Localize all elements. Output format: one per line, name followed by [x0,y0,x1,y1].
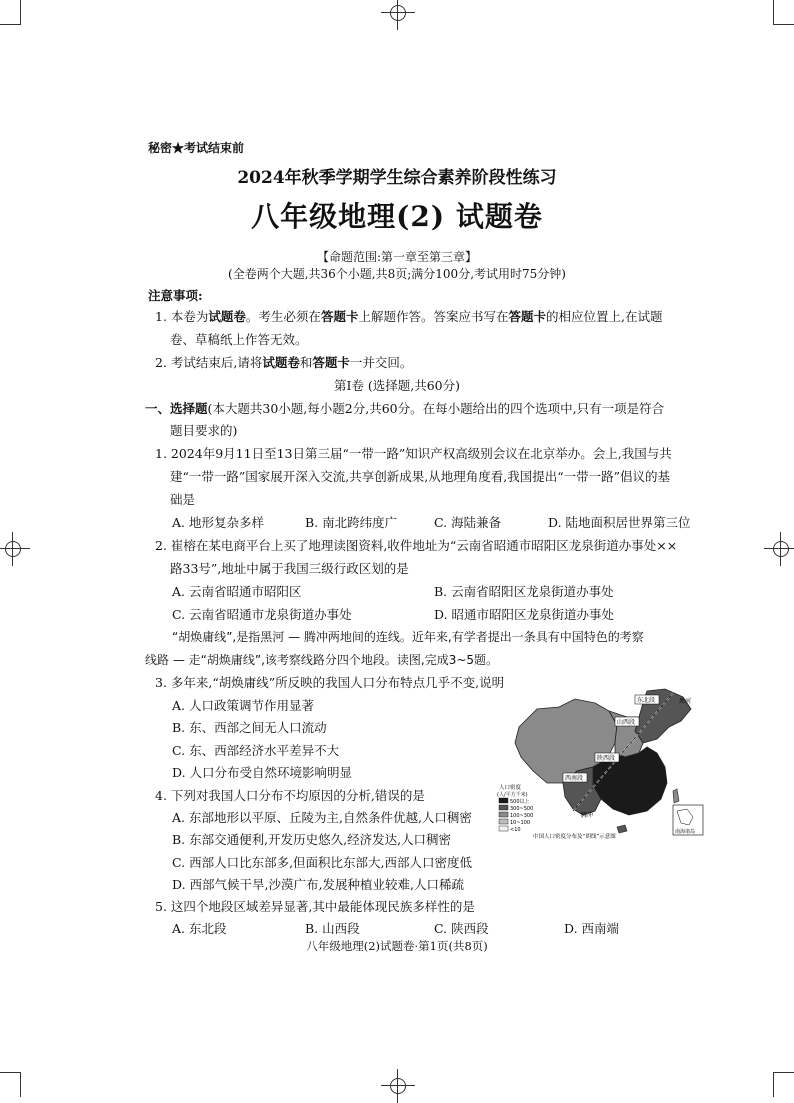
material-intro-line2: 线路 — 走“胡焕庸线”,该考察线路分四个地段。读图,完成3~5题。 [145,653,499,667]
section-heading: 第Ⅰ卷 (选择题,共60分) [333,378,461,393]
legend-item-2: 300~500 [510,806,534,812]
registration-mark-right [770,538,792,560]
legend-item-3: 100~300 [510,813,534,819]
q2-option-b: B. 云南省昭阳区龙泉街道办事处 [434,584,614,599]
q1-option-b: B. 南北跨纬度广 [305,515,398,530]
legend-item-1: 500以上 [510,799,530,805]
q3-option-a: A. 人口政策调节作用显著 [172,698,314,713]
q5-stem: 5. 这四个地段区域差异显著,其中最能体现民族多样性的是 [155,899,475,914]
map-label-shaanxi: 陕西段 [597,755,616,762]
q5-option-a: A. 东北段 [172,921,227,936]
q5-option-d: D. 西南端 [564,921,620,936]
q4-option-c: C. 西部人口比东部多,但面积比东部大,西部人口密度低 [172,855,473,870]
q3-stem: 3. 多年来,“胡焕庸线”所反映的我国人口分布特点几乎不变,说明 [155,675,505,690]
map-hainan [617,825,627,833]
q2-option-c: C. 云南省昭通市龙泉街道办事处 [172,607,352,622]
q2-line1: 2. 崔榕在某电商平台上买了地理读图资料,收件地址为“云南省昭通市昭阳区龙泉街道办事处×× [155,538,678,553]
legend-item-5: <10 [510,827,521,833]
population-density-map [497,687,709,839]
scope-text: 【命题范围:第一章至第三章】 [316,250,478,264]
notice-heading: 注意事项: [148,288,203,303]
q4-option-b: B. 东部交通便利,开发历史悠久,经济发达,人口稠密 [172,832,452,847]
q3-option-d: D. 人口分布受自然环境影响明显 [172,765,353,780]
crop-mark-bottom-left [0,1072,21,1097]
crop-mark-bottom-right [773,1072,794,1097]
q4-stem: 4. 下列对我国人口分布不均原因的分析,错误的是 [155,788,425,803]
q1-option-d: D. 陆地面积居世界第三位 [548,515,691,530]
q5-option-c: C. 陕西段 [434,921,489,936]
map-taiwan [673,789,679,803]
legend-item-4: 10~100 [510,820,531,826]
q5-option-b: B. 山西段 [305,921,360,936]
q2-option-d: D. 昭通市昭阳区龙泉街道办事处 [434,607,615,622]
map-label-shanxi: 山西段 [617,719,636,726]
scope-detail-text: (全卷两个大题,共36个小题,共8页;满分100分,考试用时75分钟) [228,267,566,281]
map-caption: 中国人口密度分布及“胡线”示意图 [533,834,616,839]
map-label-heihe: 黑河 [679,698,692,705]
q4-option-a: A. 东部地形以平原、丘陵为主,自然条件优越,人口稠密 [172,810,472,825]
q2-option-a: A. 云南省昭通市昭阳区 [172,584,302,599]
q2-line2: 路33号”,地址中属于我国三级行政区划的是 [170,561,409,576]
q4-option-d: D. 西部气候干旱,沙漠广布,发展种植业较难,人口稀疏 [172,877,464,892]
q1-option-c: C. 海陆兼备 [434,515,502,530]
q1-option-a: A. 地形复杂多样 [172,515,264,530]
exam-title-line2: 八年级地理(2) 试题卷 [251,200,543,233]
q3-option-c: C. 东、西部经济水平差异不大 [172,743,340,758]
secret-label: 秘密★考试结束前 [148,141,245,155]
registration-mark-left [2,538,24,560]
map-label-dongbei: 东北段 [637,697,656,704]
legend-unit: (人/平方千米) [497,792,528,798]
map-label-xinan: 西南段 [565,775,584,782]
crop-mark-top-right [773,0,794,25]
q1-line3: 础是 [170,492,196,507]
registration-mark-bottom [387,1075,409,1097]
page-footer: 八年级地理(2)试题卷·第1页(共8页) [306,939,488,953]
material-intro-line1: “胡焕庸线”,是指黑河 — 腾冲两地间的连线。近年来,有学者提出一条具有中国特色的考察 [172,630,644,644]
part-heading-line2: 题目要求的) [170,423,238,438]
exam-title-line1: 2024年秋季学期学生综合素养阶段性练习 [237,168,557,188]
q3-option-b: B. 东、西部之间无人口流动 [172,720,327,735]
crop-mark-top-left [0,0,21,25]
map-label-tengchong: 腾冲 [581,812,594,819]
q1-line2: 建“一带一路”国家展开深入交流,共享创新成果,从地理角度看,我国提出“一带一路”倡议的基 [170,469,670,484]
registration-mark-top [387,2,409,24]
part-heading: 一、选择题(本大题共30小题,每小题2分,共60分。在每小题给出的四个选项中,只有一项是符合 [145,401,665,416]
q1-line1: 1. 2024年9月11日至13日第三届“一带一路”知识产权高级别会议在北京举办。会上,我国与共 [155,446,672,461]
legend-title: 人口密度 [499,785,522,791]
notice-item-1-line2: 卷、草稿纸上作答无效。 [170,332,308,347]
notice-item-1: 1. 本卷为试题卷。考生必须在答题卡上解题作答。答案应书写在答题卡的相应位置上,在试题 [155,309,663,324]
notice-item-2: 2. 考试结束后,请将试题卷和答题卡一并交回。 [155,355,413,370]
inset-label: 南海诸岛 [675,829,696,835]
